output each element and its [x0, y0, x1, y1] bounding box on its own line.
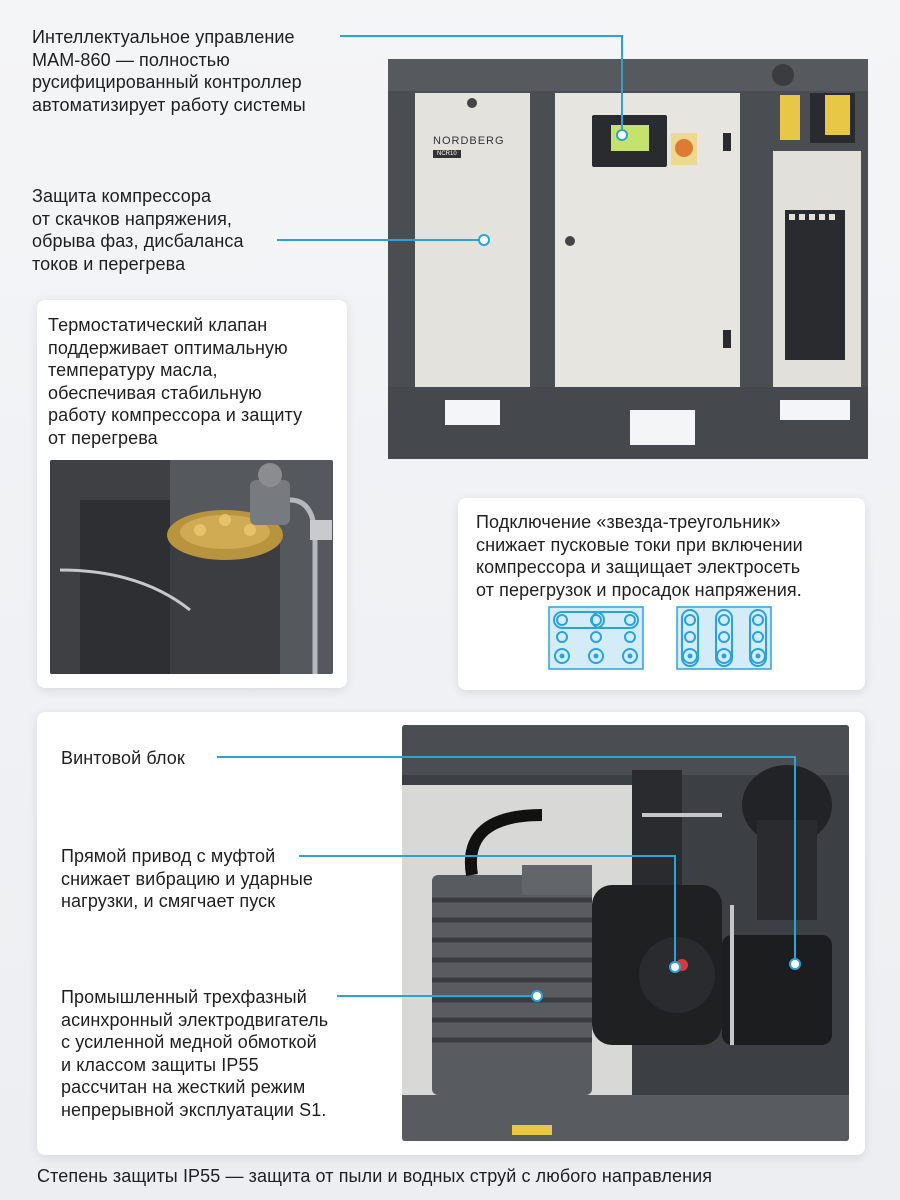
- screw-block-leader-drop: [794, 756, 796, 961]
- protection-leader-line: [277, 239, 480, 241]
- brand-logo: NORDBERG: [433, 135, 505, 147]
- direct-drive-marker-dot: [669, 961, 681, 973]
- controller-callout-text: Интеллектуальное управление МАМ-860 — полностью русифицированный контроллер автоматизирует работу системы: [32, 27, 306, 115]
- delta-connection-icon: [676, 606, 772, 670]
- protection-marker-dot: [478, 234, 490, 246]
- direct-drive-text: Прямой привод с муфтой снижает вибрацию и ударные нагрузки, и смягчает пуск: [61, 846, 313, 911]
- model-badge: NCR10: [433, 150, 461, 158]
- star-connection-icon: [548, 606, 644, 670]
- thermo-valve-text: Термостатический клапан поддерживает оптимальную температуру масла, обеспечивая стабильную работу компрессора и защиту от перегрева: [48, 315, 303, 448]
- controller-marker-dot: [616, 129, 628, 141]
- star-delta-card: [458, 498, 865, 690]
- star-delta-text: Подключение «звезда-треугольник» снижает пусковые токи при включении компрессора и защищает электросеть от перегрузок и просадок напряжения.: [476, 512, 803, 600]
- screw-block-marker-dot: [789, 958, 801, 970]
- footer-text: Степень защиты IP55 — защита от пыли и водных струй с любого направления: [37, 1166, 713, 1186]
- controller-leader-drop: [621, 35, 623, 135]
- screw-block-leader-line: [217, 756, 796, 758]
- motor-marker-dot: [531, 990, 543, 1002]
- direct-drive-leader-line: [299, 855, 676, 857]
- controller-leader-line: [340, 35, 623, 37]
- motor-text: Промышленный трехфазный асинхронный электродвигатель с усиленной медной обмоткой и классом защиты IP55 рассчитан на жесткий режим непрерывной эксплуатации S1.: [61, 987, 329, 1120]
- thermo-valve-card: [37, 300, 347, 688]
- motor-leader-line: [337, 995, 533, 997]
- thermo-valve-image: [50, 460, 333, 674]
- screw-block-text: Винтовой блок: [61, 748, 185, 768]
- direct-drive-leader-drop: [674, 855, 676, 963]
- motor-image: [402, 725, 849, 1141]
- motor-section-card: [37, 712, 865, 1155]
- protection-callout-text: Защита компрессора от скачков напряжения, обрыва фаз, дисбаланса токов и перегрева: [32, 186, 244, 274]
- compressor-image: [385, 55, 875, 460]
